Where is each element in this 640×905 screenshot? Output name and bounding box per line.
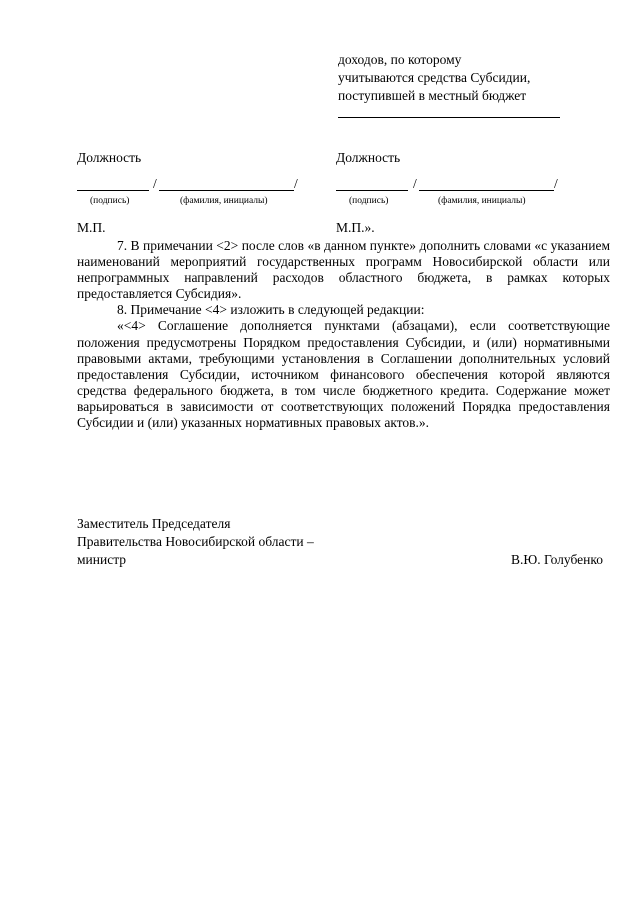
right-signature-caption: (подпись) bbox=[349, 196, 389, 206]
left-seal: М.П. bbox=[77, 220, 106, 235]
footer-title-line-3: министр bbox=[77, 552, 127, 567]
paragraph-8-text: «<4> Соглашение дополняется пунктами (абзацами), если соответствующие положения предусмотрены Порядком предоставления Субсидии, и (или) нормативными правовыми актами, требующими установления в Соглашении дополнительных условий предоставления Субсидии, источником финансового обеспечения которой являются средства федерального бюджета, в том числе бюджетного кредита. Содержание может варьироваться в зависимости от соответствующих положений Порядка предоставления Субсидии и (или) указанных нормативных правовых актов.». bbox=[77, 318, 610, 431]
right-name-caption: (фамилия, инициалы) bbox=[438, 196, 526, 206]
left-slash-2: / bbox=[294, 176, 298, 191]
right-slash-1: / bbox=[413, 176, 417, 191]
right-name-line bbox=[419, 190, 554, 191]
paragraph-7: 7. В примечании <2> после слов «в данном пункте» дополнить словами «с указанием наименований мероприятий государственных программ Новосибирской области или непрограммных направлений расходов областного бюджета, в рамках которых предоставляется Субсидия». bbox=[77, 238, 610, 302]
left-position-label: Должность bbox=[77, 150, 142, 165]
left-signature-caption: (подпись) bbox=[90, 196, 130, 206]
footer-title-line-2: Правительства Новосибирской области – bbox=[77, 534, 314, 549]
header-line-3: поступившей в местный бюджет bbox=[338, 88, 527, 103]
header-underline bbox=[338, 117, 560, 118]
body-text bbox=[77, 238, 610, 431]
paragraph-8: 8. Примечание <4> изложить в следующей редакции: bbox=[117, 302, 425, 318]
right-slash-2: / bbox=[554, 176, 558, 191]
footer-title-line-1: Заместитель Председателя bbox=[77, 516, 231, 531]
left-name-caption: (фамилия, инициалы) bbox=[180, 196, 268, 206]
header-line-1: доходов, по которому bbox=[338, 52, 462, 67]
right-signature-line bbox=[336, 190, 408, 191]
right-seal: М.П.». bbox=[336, 220, 375, 235]
left-signature-line bbox=[77, 190, 149, 191]
left-slash-1: / bbox=[153, 176, 157, 191]
right-position-label: Должность bbox=[336, 150, 401, 165]
left-name-line bbox=[159, 190, 294, 191]
header-line-2: учитываются средства Субсидии, bbox=[338, 70, 531, 85]
footer-signer: В.Ю. Голубенко bbox=[510, 552, 603, 567]
